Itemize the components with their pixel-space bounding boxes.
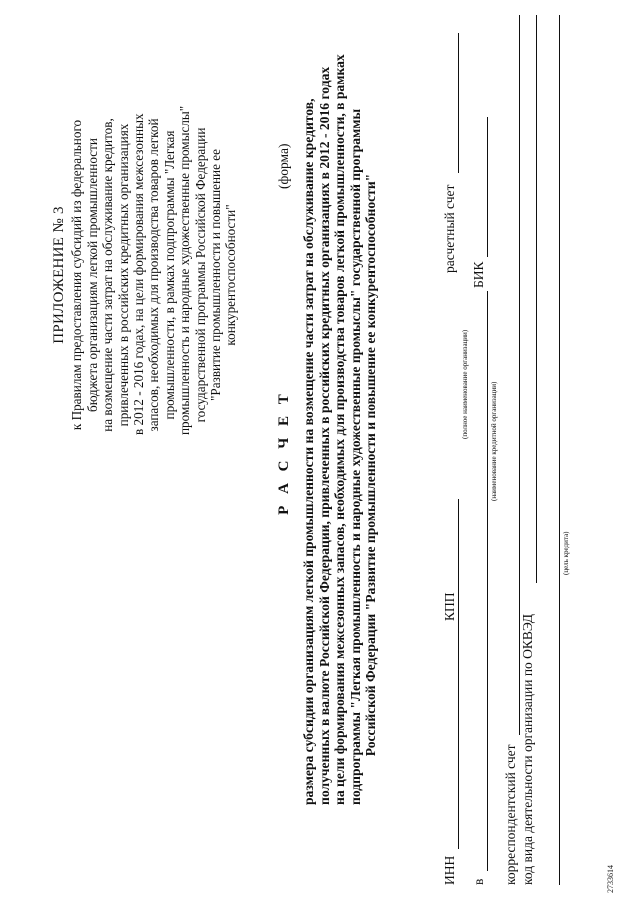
appendix-line: запасов, необходимых для производства товаров легкой — [146, 118, 162, 432]
okved-label: код вида деятельности организации по ОКВЭД — [520, 614, 535, 885]
appendix-line: конкурентоспособности" — [223, 204, 239, 346]
document-code: 2733614 — [606, 865, 615, 893]
appendix-line: промышленность и народные художественные промыслы" — [177, 105, 193, 435]
form-label: (форма) — [276, 143, 291, 189]
subtitle-line: полученных в валюте Российской Федерации, привлеченных в российских кредитных организациях в 2012 - 2016 годах — [316, 66, 332, 805]
appendix-line: "Развитие промышленности и повышение ее — [208, 149, 224, 401]
appendix-line: на возмещение части затрат на обслуживание кредитов, — [100, 118, 116, 432]
kpp-label: КПП — [442, 592, 457, 621]
subtitle-line: подпрограммы "Легкая промышленность и народные художественные промыслы" государственной программы — [347, 108, 363, 805]
document-title: Р А С Ч Е Т — [276, 390, 292, 515]
bank-name-fill-line[interactable] — [487, 291, 488, 871]
subtitle-line: Российской Федерации "Развитие промышленности и повышение ее конкурентоспособности" — [363, 173, 379, 757]
bik-label: БИК — [471, 261, 486, 288]
bik-fill-line[interactable] — [487, 117, 488, 257]
appendix-block — [51, 105, 239, 435]
appendix-title: ПРИЛОЖЕНИЕ № 3 — [51, 206, 67, 344]
account-label: расчетный счет — [442, 184, 457, 273]
appendix-line: привлеченных в российских кредитных организациях — [115, 123, 131, 427]
appendix-line: промышленности, в рамках подпрограммы "Легкая — [161, 130, 177, 420]
inn-fill-line[interactable] — [458, 499, 459, 849]
appendix-line: бюджета организациям легкой промышленности — [84, 138, 100, 412]
subtitle-line: на цели формирования межсезонных запасов, необходимых для производства товаров легкой промышленности, в рамках — [332, 54, 348, 805]
document-subtitle — [301, 54, 379, 805]
loan-purpose-caption: (цель кредита) — [562, 531, 570, 575]
subtitle-line: размера субсидии организациям легкой промышленности на возмещение части затрат на обслуживание кредитов, — [301, 98, 316, 805]
account-fill-line[interactable] — [458, 33, 459, 173]
corr-account-label: корреспондентский счет — [503, 744, 518, 885]
org-name-caption: (полное наименование организации) — [461, 329, 469, 439]
appendix-line: в 2012 - 2016 годах, на цели формирования межсезонных — [131, 113, 147, 435]
appendix-line: к Правилам предоставления субсидий из федерального — [69, 119, 85, 431]
loan-purpose-fill-line[interactable] — [559, 15, 560, 885]
appendix-line: государственной программы Российской Федерации — [192, 127, 208, 423]
okved-fill-line[interactable] — [536, 15, 537, 583]
bank-name-caption: (наименование кредитной организации) — [490, 381, 498, 501]
inn-label: ИНН — [442, 855, 457, 885]
bank-prefix-label: в — [471, 878, 486, 885]
